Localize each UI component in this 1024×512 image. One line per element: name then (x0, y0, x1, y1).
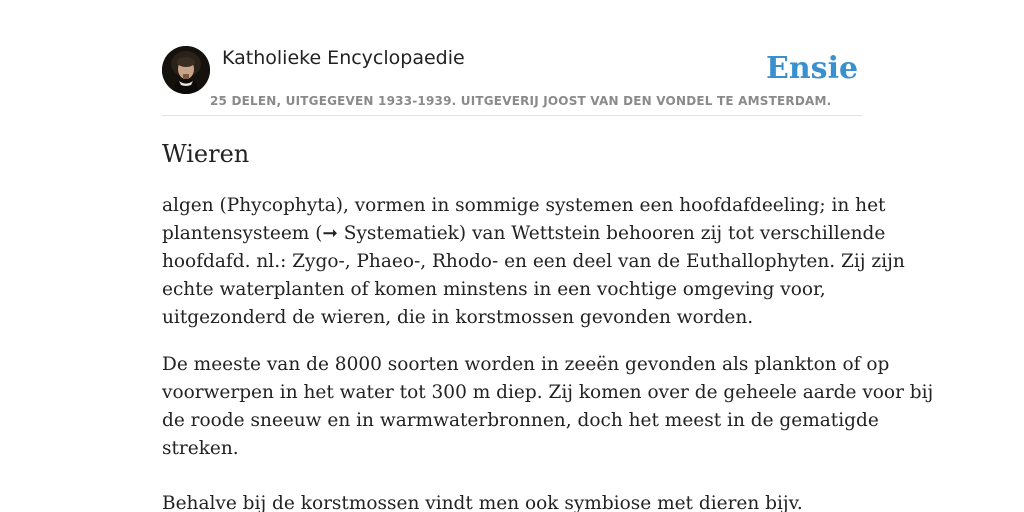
paragraph-line: streken. (162, 438, 239, 459)
paragraph-line: Behalve bij de korstmossen vindt men ook symbiose met dieren bijv. (162, 493, 803, 512)
entry-paragraph (162, 351, 934, 463)
paragraph-line: De meeste van de 8000 soorten worden in zeeën gevonden als plankton of op (162, 354, 890, 375)
brand-logo[interactable]: Ensie (766, 51, 859, 86)
paragraph-line: plantensysteem (➞ Systematiek) van Wettstein behooren zij tot verschillende (162, 223, 886, 244)
paragraph-line: uitgezonderd de wieren, die in korstmossen gevonden worden. (162, 307, 754, 328)
paragraph-line: algen (Phycophyta), vormen in sommige systemen een hoofdafdeeling; in het (162, 195, 886, 216)
entry-title: Wieren (162, 140, 250, 168)
entry-paragraph (162, 192, 905, 332)
paragraph-line: de roode sneeuw en in warmwaterbronnen, doch het meest in de gematigde (162, 410, 879, 431)
avatar[interactable] (162, 46, 210, 94)
source-title[interactable]: Katholieke Encyclopaedie (222, 47, 465, 69)
source-subtitle: 25 DELEN, UITGEGEVEN 1933-1939. UITGEVERIJ JOOST VAN DEN VONDEL TE AMSTERDAM. (210, 94, 832, 108)
paragraph-line: hoofdafd. nl.: Zygo-, Phaeo-, Rhodo- en een deel van de Euthallophyten. Zij zijn (162, 251, 905, 272)
paragraph-line: voorwerpen in het water tot 300 m diep. Zij komen over de geheele aarde voor bij (162, 382, 934, 403)
entry-paragraph (162, 490, 864, 512)
paragraph-line: echte waterplanten of komen minstens in een vochtige omgeving voor, (162, 279, 826, 300)
header-divider (162, 115, 862, 116)
portrait-icon (162, 46, 210, 94)
